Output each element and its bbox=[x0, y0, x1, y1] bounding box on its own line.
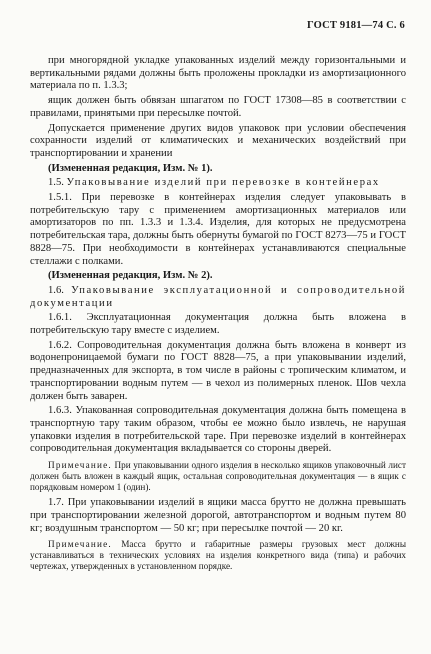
note-2-label: Примечание. bbox=[48, 539, 112, 550]
note-2-text: Масса брутто и габаритные размеры грузовых мест должны устанавливаться в технических условиях на изделия конкретного вида (типа) и рабочих чертежах, утвержденных в установленном порядке. bbox=[30, 539, 406, 572]
paragraph-1-7: 1.7. При упаковывании изделий в ящики масса брутто не должна превышать при транспортировании железной дорогой, автотранспортом и водным путем 80 кг; воздушным транспортом — 50 кг; при пересылке почтой — 20 кг. bbox=[30, 497, 406, 534]
section-1-6-heading bbox=[30, 285, 406, 310]
section-1-6-number: 1.6. bbox=[48, 284, 64, 296]
paragraph-other-packaging: Допускается применение других видов упаковок при условии обеспечения сохранности изделий от климатических и механических воздействий при транспортировании и хранении bbox=[30, 122, 406, 159]
section-1-5-title: Упаковывание изделий при перевозке в контейнерах bbox=[66, 177, 380, 189]
section-1-5-heading bbox=[30, 177, 406, 190]
section-1-5-number: 1.5. bbox=[48, 177, 64, 189]
paragraph-1-6-3: 1.6.3. Упакованная сопроводительная документация должна быть помещена в транспортную тару таким образом, чтобы ее можно было извлечь, не нарушая упаковки изделия в потребительской таре. При перевозке изделий в контейнерах сопроводительная документация вкладывается со стороны дверей. bbox=[30, 405, 406, 455]
document-body bbox=[30, 55, 406, 576]
note-1-label: Примечание. bbox=[48, 460, 112, 471]
section-1-6-title: Упаковывание эксплуатационной и сопроводительной документации bbox=[30, 284, 406, 309]
note-2 bbox=[30, 539, 406, 572]
paragraph-box-tying: ящик должен быть обвязан шпагатом по ГОСТ 17308—85 в соответствии с правилами, принятыми при пересылке почтой. bbox=[30, 95, 406, 119]
revision-note-2: (Измененная редакция, Изм. № 2). bbox=[48, 270, 213, 282]
paragraph-1-6-2: 1.6.2. Сопроводительная документация должна быть вложена в конверт из водонепроницаемой бумаги по ГОСТ 8828—75, а при упаковывании изделий, предназначенных для экспорта, в том числе в районы с тропическим климатом, и транспортировании водным путем — в чехол из полимерных пленок. Шов чехла должен быть заварен. bbox=[30, 339, 406, 402]
paragraph-packing-rows: при многорядной укладке упакованных изделий между горизонтальными и вертикальными рядами должны быть проложены прокладки из амортизационного материала по п. 1.3.3; bbox=[30, 55, 406, 92]
revision-note-1: (Измененная редакция, Изм. № 1). bbox=[48, 162, 213, 174]
paragraph-1-5-1: 1.5.1. При перевозке в контейнерах изделия следует упаковывать в потребительскую тару с применением амортизационных материалов или амортизаторов по пп. 1.3.3 и 1.3.4. Изделия, для которых не предусмотрена потребительская тара, должны быть обернуты бумагой по ГОСТ 8273—75 и ГОСТ 8828—75. При необходимости в контейнерах устанавливаются специальные стеллажи с полками. bbox=[30, 192, 406, 267]
page-header: ГОСТ 9181—74 С. 6 bbox=[306, 20, 405, 31]
paragraph-1-6-1: 1.6.1. Эксплуатационная документация должна быть вложена в потребительскую тару вместе с изделием. bbox=[30, 312, 406, 337]
note-1-text: При упаковывании одного изделия в несколько ящиков упаковочный лист должен быть вложен в каждый ящик, остальная сопроводительная документация — в ящик с порядковым номером 1 (один). bbox=[30, 460, 406, 493]
note-1 bbox=[30, 460, 406, 493]
